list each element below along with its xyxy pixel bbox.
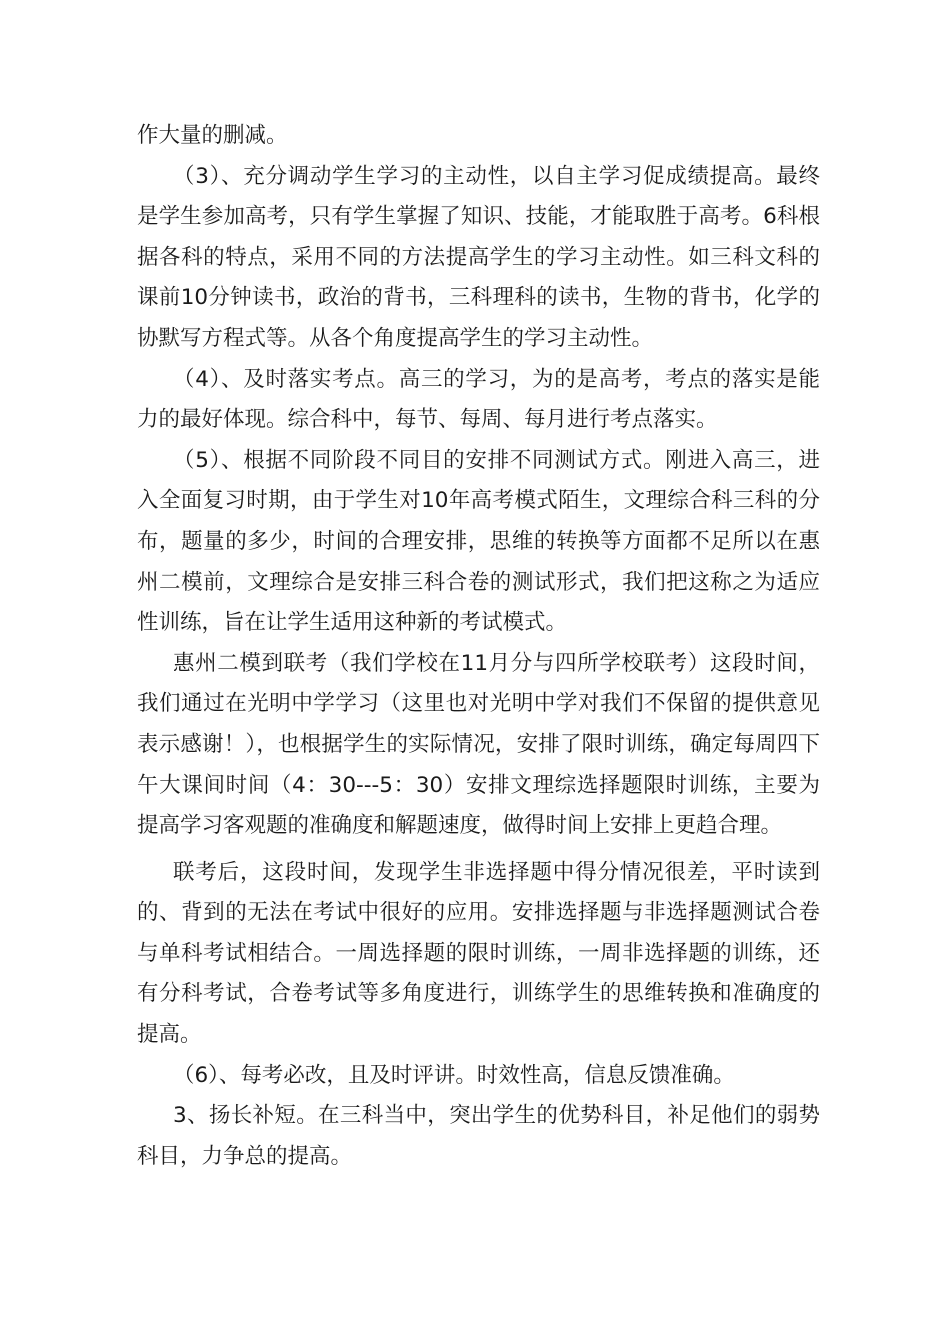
paragraph-point-5: （5）、根据不同阶段不同目的安排不同测试方式。刚进入高三，进入全面复习时期，由于学生对10年高考模式陌生，文理综合科三科的分布，题量的多少，时间的合理安排，思维的转换等方面都不足所以在惠州二模前，文理综合是安排三科合卷的测试形式，我们把这称之为适应性训练，旨在让学生适用这种新的考试模式。 <box>137 447 820 636</box>
paragraph-section-3: 3、扬长补短。在三科当中，突出学生的优势科目，补足他们的弱势科目，力争总的提高。 <box>137 1103 820 1169</box>
paragraph-point-4: （4）、及时落实考点。高三的学习，为的是高考，考点的落实是能力的最好体现。综合科中，每节、每周、每月进行考点落实。 <box>137 366 820 433</box>
paragraph-continuation: 作大量的删减。 <box>137 123 288 148</box>
document-body <box>137 116 820 1177</box>
paragraph-huizhou-mock: 惠州二模到联考（我们学校在11月分与四所学校联考）这段时间，我们通过在光明中学学习（这里也对光明中学对我们不保留的提供意见表示感谢！），也根据学生的实际情况，安排了限时训练，确定每周四下午大课间时间（4：30---5：30）安排文理综选择题限时训练，主要为提高学习客观题的准确度和解题速度，做得时间上安排上更趋合理。 <box>137 650 820 839</box>
paragraph-point-3: （3）、充分调动学生学习的主动性，以自主学习促成绩提高。最终是学生参加高考，只有学生掌握了知识、技能，才能取胜于高考。6科根据各科的特点，采用不同的方法提高学生的学习主动性。如三科文科的课前10分钟读书，政治的背书，三科理科的读书，生物的背书，化学的协默写方程式等。从各个角度提高学生的学习主动性。 <box>137 163 820 351</box>
paragraph-point-6: （6）、每考必改，且及时评讲。时效性高，信息反馈准确。 <box>173 1062 735 1088</box>
paragraph-after-joint-exam: 联考后，这段时间，发现学生非选择题中得分情况很差，平时读到的、背到的无法在考试中很好的应用。安排选择题与非选择题测试合卷与单科考试相结合。一周选择题的限时训练，一周非选择题的训练，还有分科考试，合卷考试等多角度进行，训练学生的思维转换和准确度的提高。 <box>137 859 820 1048</box>
